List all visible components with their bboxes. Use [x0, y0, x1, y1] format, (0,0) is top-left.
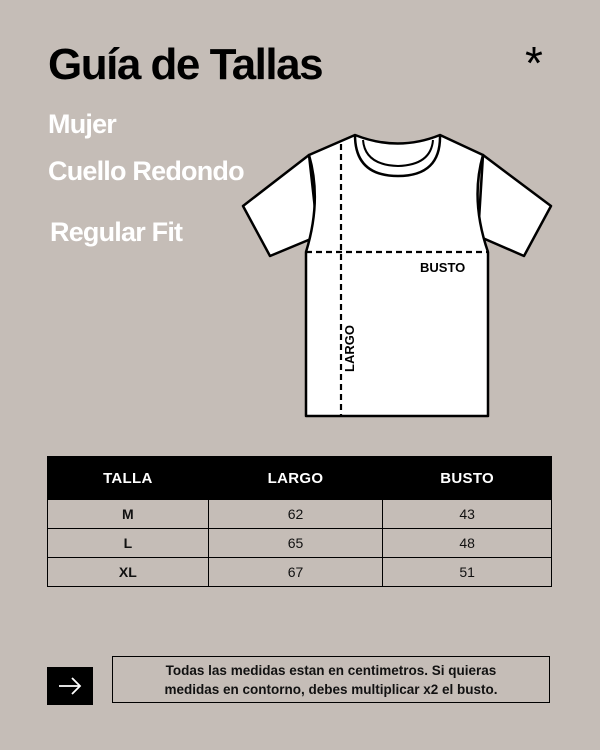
subtitle-gender: Mujer [48, 109, 117, 139]
left-sleeve [243, 155, 318, 256]
cell-largo: 65 [208, 529, 383, 558]
busto-label: BUSTO [420, 260, 466, 275]
asterisk-icon: * [525, 37, 543, 89]
largo-label: LARGO [342, 325, 357, 372]
subtitle-neck: Cuello Redondo [48, 156, 244, 186]
cell-largo: 62 [208, 500, 383, 529]
size-table [47, 456, 552, 587]
cell-size: L [48, 529, 209, 558]
cell-busto: 51 [383, 558, 552, 587]
page-title: Guía de Tallas [48, 40, 323, 89]
arrow-right-icon [57, 676, 83, 696]
cell-size: XL [48, 558, 209, 587]
header-busto: BUSTO [383, 457, 552, 500]
note-line-1: Todas las medidas estan en centimetros. Si quieras [165, 662, 497, 678]
table-row [48, 500, 552, 529]
header-talla: TALLA [48, 457, 209, 500]
measurement-note [112, 656, 550, 703]
cell-busto: 43 [383, 500, 552, 529]
table-row [48, 529, 552, 558]
subtitle-fit: Regular Fit [50, 217, 183, 247]
table-header-row [48, 457, 552, 500]
right-sleeve [478, 155, 551, 256]
cell-largo: 67 [208, 558, 383, 587]
cell-busto: 48 [383, 529, 552, 558]
table-row [48, 558, 552, 587]
cell-size: M [48, 500, 209, 529]
note-line-2: medidas en contorno, debes multiplicar x2 el busto. [164, 681, 498, 697]
next-arrow-button[interactable] [47, 667, 93, 705]
header-largo: LARGO [208, 457, 383, 500]
